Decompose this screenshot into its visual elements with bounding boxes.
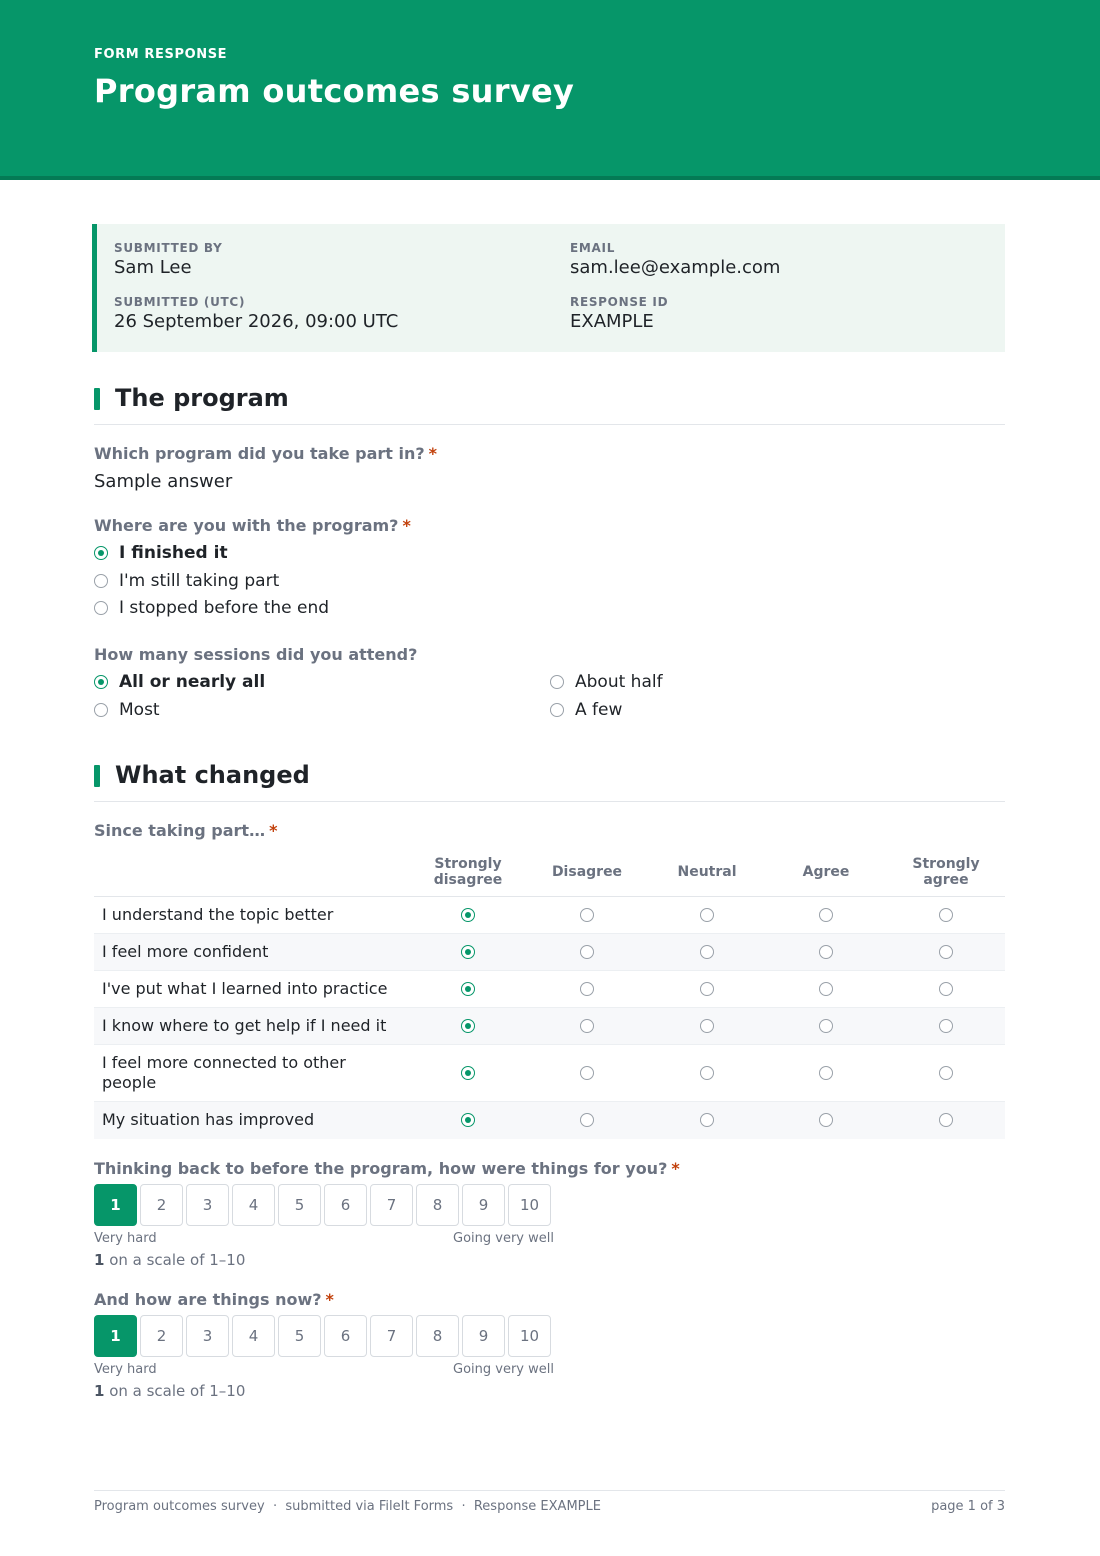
question-label (94, 444, 437, 463)
scale-high-label: Going very well (453, 1362, 554, 1377)
option-label: I stopped before the end (119, 598, 330, 618)
scale-option[interactable]: 8 (416, 1184, 459, 1226)
radio-unselected-icon[interactable] (819, 908, 833, 922)
question-text: Where are you with the program? (94, 516, 399, 535)
radio-unselected-icon[interactable] (580, 1066, 594, 1080)
scale-summary-text: on a scale of 1–10 (104, 1251, 246, 1269)
radio-selected-icon[interactable] (461, 1113, 475, 1127)
matrix-column-header: Disagree (551, 864, 623, 880)
meta-label: SUBMITTED (UTC) (114, 295, 246, 309)
meta-value: 26 September 2026, 09:00 UTC (114, 311, 399, 332)
meta-value: Sam Lee (114, 257, 192, 278)
option-label: I finished it (119, 543, 228, 563)
radio-unselected-icon[interactable] (819, 1019, 833, 1033)
radio-option[interactable] (550, 670, 663, 694)
option-label: Most (119, 700, 160, 720)
meta-submitted-by (114, 241, 223, 278)
required-marker: * (428, 444, 437, 463)
section-heading-changed (94, 761, 1005, 802)
meta-submitted-utc (114, 295, 398, 332)
scale-option[interactable]: 6 (324, 1184, 367, 1226)
radio-selected-icon[interactable] (94, 546, 108, 560)
question-label (94, 1159, 680, 1178)
scale-option[interactable]: 10 (508, 1184, 551, 1226)
scale-high-label: Going very well (453, 1231, 554, 1246)
meta-value: EXAMPLE (570, 311, 654, 332)
radio-option[interactable] (94, 698, 160, 722)
required-marker: * (325, 1290, 334, 1309)
radio-unselected-icon[interactable] (550, 703, 564, 717)
section-heading-program (94, 384, 1005, 425)
option-label: I'm still taking part (119, 571, 280, 591)
matrix-column-header: Strongly agree (912, 856, 980, 888)
scale-option[interactable]: 4 (232, 1315, 275, 1357)
radio-selected-icon[interactable] (461, 982, 475, 996)
radio-unselected-icon[interactable] (700, 1113, 714, 1127)
radio-unselected-icon[interactable] (939, 908, 953, 922)
page-title: Program outcomes survey (94, 72, 575, 110)
page-number: page 1 of 3 (931, 1499, 1005, 1514)
scale-option[interactable]: 10 (508, 1315, 551, 1357)
scale-option-selected[interactable]: 1 (94, 1315, 137, 1357)
meta-label: EMAIL (570, 241, 616, 255)
question-label (94, 516, 411, 535)
section-title: The program (115, 384, 289, 412)
radio-unselected-icon[interactable] (94, 601, 108, 615)
option-label: All or nearly all (119, 672, 266, 692)
matrix-column-header: Agree (802, 864, 850, 880)
matrix-row (94, 934, 1005, 971)
scale-option[interactable]: 5 (278, 1184, 321, 1226)
meta-email (570, 241, 780, 278)
page-footer (94, 1490, 1005, 1514)
radio-selected-icon[interactable] (461, 1066, 475, 1080)
scale-option[interactable]: 9 (462, 1315, 505, 1357)
option-label: A few (575, 700, 623, 720)
radio-unselected-icon[interactable] (700, 1019, 714, 1033)
radio-option[interactable] (94, 596, 329, 620)
scale-option[interactable]: 7 (370, 1184, 413, 1226)
radio-selected-icon[interactable] (461, 908, 475, 922)
scale-option[interactable]: 7 (370, 1315, 413, 1357)
matrix-row (94, 897, 1005, 934)
rating-scale (94, 1184, 554, 1226)
matrix-row (94, 1045, 1005, 1102)
radio-unselected-icon[interactable] (700, 945, 714, 959)
rating-scale (94, 1315, 554, 1357)
radio-unselected-icon[interactable] (939, 1066, 953, 1080)
scale-option[interactable]: 9 (462, 1184, 505, 1226)
radio-unselected-icon[interactable] (580, 908, 594, 922)
meta-response-id (570, 295, 668, 332)
matrix-row (94, 971, 1005, 1008)
question-text: Which program did you take part in? (94, 444, 425, 463)
matrix-row-statement: I feel more confident (102, 942, 269, 961)
meta-label: RESPONSE ID (570, 295, 669, 309)
question-label (94, 645, 417, 664)
matrix-column-header: Strongly disagree (433, 856, 503, 888)
radio-option[interactable] (550, 698, 622, 722)
scale-option[interactable]: 4 (232, 1184, 275, 1226)
question-label (94, 1290, 334, 1309)
question-text: Thinking back to before the program, how were things for you? (94, 1159, 668, 1178)
scale-low-label: Very hard (94, 1362, 157, 1377)
scale-option[interactable]: 3 (186, 1184, 229, 1226)
submission-meta-panel (92, 224, 1005, 352)
radio-unselected-icon[interactable] (700, 982, 714, 996)
scale-option-selected[interactable]: 1 (94, 1184, 137, 1226)
matrix-row-statement: I feel more connected to other people (102, 1053, 346, 1092)
matrix-row (94, 1102, 1005, 1139)
likert-matrix (94, 850, 1005, 1139)
scale-low-label: Very hard (94, 1231, 157, 1246)
scale-summary (94, 1382, 245, 1400)
section-title: What changed (115, 761, 310, 789)
footer-text: Program outcomes survey · submitted via FileIt Forms · Response EXAMPLE (94, 1499, 601, 1514)
scale-option[interactable]: 8 (416, 1315, 459, 1357)
radio-unselected-icon[interactable] (94, 703, 108, 717)
question-text: And how are things now? (94, 1290, 322, 1309)
required-marker: * (269, 821, 278, 840)
radio-unselected-icon[interactable] (580, 945, 594, 959)
meta-value: sam.lee@example.com (570, 257, 781, 278)
radio-unselected-icon[interactable] (819, 982, 833, 996)
radio-unselected-icon[interactable] (550, 675, 564, 689)
option-label: About half (575, 672, 663, 692)
radio-unselected-icon[interactable] (939, 1019, 953, 1033)
question-text: Since taking part… (94, 821, 266, 840)
radio-option[interactable] (94, 569, 279, 593)
radio-unselected-icon[interactable] (819, 1113, 833, 1127)
scale-summary-text: on a scale of 1–10 (104, 1382, 246, 1400)
page-header (0, 0, 1100, 180)
scale-option[interactable]: 2 (140, 1315, 183, 1357)
meta-label: SUBMITTED BY (114, 241, 223, 255)
question-text: How many sessions did you attend? (94, 645, 418, 664)
matrix-column-header: Neutral (677, 864, 737, 880)
scale-summary-value: 1 (94, 1251, 105, 1269)
radio-unselected-icon[interactable] (580, 982, 594, 996)
radio-selected-icon[interactable] (94, 675, 108, 689)
text-answer: Sample answer (94, 471, 233, 492)
matrix-row (94, 1008, 1005, 1045)
required-marker: * (402, 516, 411, 535)
radio-unselected-icon[interactable] (939, 982, 953, 996)
section-accent-bar (94, 388, 100, 410)
radio-option[interactable] (94, 670, 265, 694)
scale-option[interactable]: 6 (324, 1315, 367, 1357)
matrix-row-statement: I understand the topic better (102, 905, 334, 924)
radio-unselected-icon[interactable] (939, 1113, 953, 1127)
required-marker: * (671, 1159, 680, 1178)
radio-unselected-icon[interactable] (700, 1066, 714, 1080)
matrix-row-statement: My situation has improved (102, 1110, 315, 1129)
radio-selected-icon[interactable] (461, 945, 475, 959)
matrix-row-statement: I know where to get help if I need it (102, 1016, 387, 1035)
matrix-header-row (94, 850, 1005, 897)
scale-summary (94, 1251, 245, 1269)
radio-unselected-icon[interactable] (819, 1066, 833, 1080)
header-eyebrow: FORM RESPONSE (94, 47, 228, 62)
section-accent-bar (94, 765, 100, 787)
radio-unselected-icon[interactable] (580, 1019, 594, 1033)
radio-selected-icon[interactable] (461, 1019, 475, 1033)
matrix-row-statement: I've put what I learned into practice (102, 979, 388, 998)
question-label (94, 821, 277, 840)
radio-unselected-icon[interactable] (94, 574, 108, 588)
scale-option[interactable]: 5 (278, 1315, 321, 1357)
scale-option[interactable]: 3 (186, 1315, 229, 1357)
scale-option[interactable]: 2 (140, 1184, 183, 1226)
radio-option[interactable] (94, 541, 228, 565)
radio-unselected-icon[interactable] (819, 945, 833, 959)
radio-unselected-icon[interactable] (580, 1113, 594, 1127)
scale-summary-value: 1 (94, 1382, 105, 1400)
radio-unselected-icon[interactable] (939, 945, 953, 959)
radio-unselected-icon[interactable] (700, 908, 714, 922)
